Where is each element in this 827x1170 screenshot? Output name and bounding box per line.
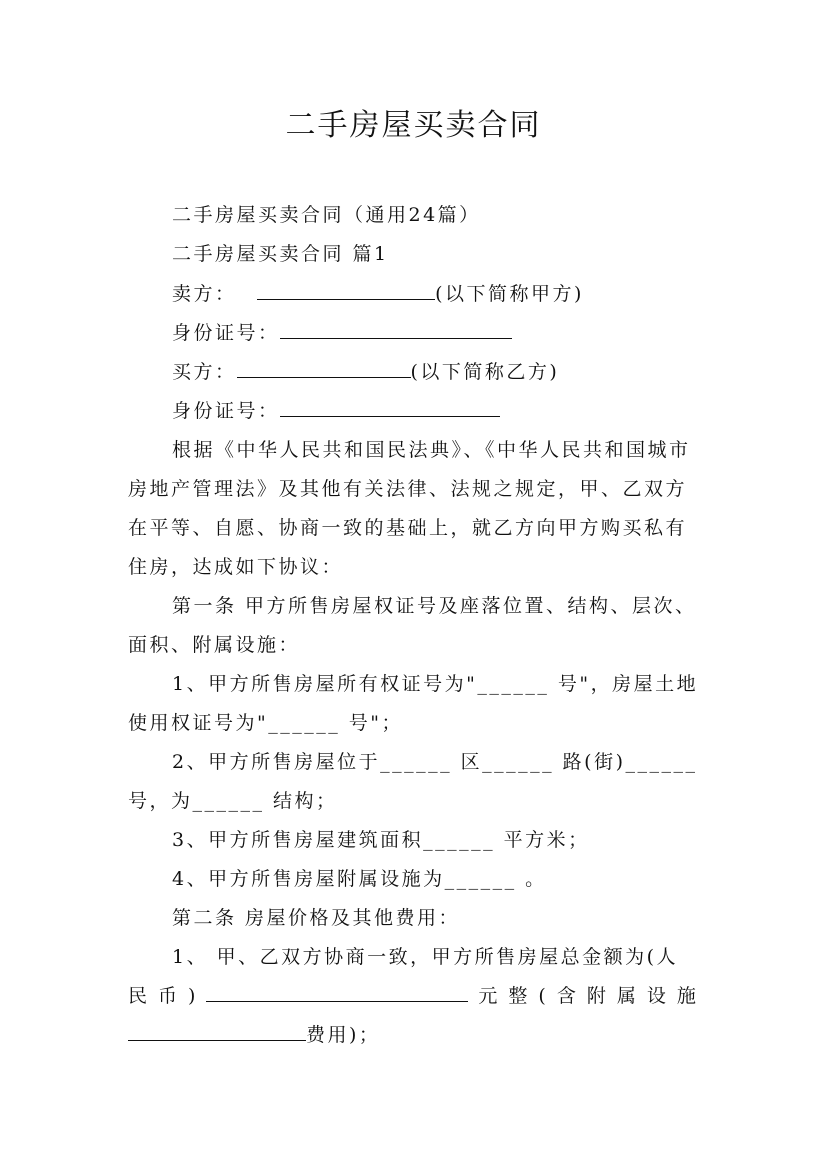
- clause-item: 1、 甲、乙双方协商一致，甲方所售房屋总金额为(人: [172, 946, 679, 968]
- body-line: 房地产管理法》及其他有关法律、法规之规定，甲、乙双方: [128, 478, 688, 500]
- body-line: 住房，达成如下协议：: [128, 556, 344, 578]
- fee-blank: [128, 1022, 306, 1041]
- seller-id-label: 身份证号：: [172, 322, 280, 344]
- seller-id-blank: [280, 320, 512, 339]
- body-line: 号，为______ 结构；: [128, 790, 338, 812]
- price-line: [128, 981, 707, 1008]
- buyer-id-line: [172, 396, 500, 423]
- seller-id-line: [172, 318, 512, 345]
- buyer-id-label: 身份证号：: [172, 400, 280, 422]
- document-subtitle: 二手房屋买卖合同（通用24篇）: [172, 204, 481, 226]
- seller-label: 卖方：: [172, 283, 237, 305]
- buyer-label: 买方：: [172, 361, 237, 383]
- buyer-id-blank: [280, 398, 500, 417]
- buyer-note: (以下简称乙方): [410, 361, 560, 383]
- clause-item: 4、甲方所售房屋附属设施为______ 。: [172, 868, 547, 890]
- body-line: 面积、附属设施：: [128, 634, 301, 656]
- buyer-line: [172, 357, 559, 384]
- section-heading: 二手房屋买卖合同 篇1: [172, 243, 389, 265]
- body-line: 根据《中华人民共和国民法典》、《中华人民共和国城市: [172, 439, 691, 461]
- body-line: 使用权证号为"______ 号"；: [128, 712, 404, 734]
- clause-item: 1、甲方所售房屋所有权证号为"______ 号"，房屋土地: [172, 673, 699, 695]
- fee-line: [128, 1020, 380, 1047]
- price-note: 元整(含附属设施: [478, 985, 707, 1007]
- seller-blank: [257, 281, 435, 300]
- article-heading: 第二条 房屋价格及其他费用：: [172, 907, 461, 929]
- body-line: 在平等、自愿、协商一致的基础上，就乙方向甲方购买私有: [128, 517, 688, 539]
- document-title: 二手房屋买卖合同: [285, 108, 542, 143]
- price-label: 民币): [128, 985, 207, 1007]
- article-heading: 第一条 甲方所售房屋权证号及座落位置、结构、层次、: [172, 595, 697, 617]
- clause-item: 3、甲方所售房屋建筑面积______ 平方米；: [172, 829, 590, 851]
- fee-note: 费用)；: [306, 1024, 381, 1046]
- clause-item: 2、甲方所售房屋位于______ 区______ 路(街)______: [172, 751, 698, 773]
- buyer-blank: [237, 359, 411, 378]
- price-blank: [206, 983, 468, 1002]
- seller-note: (以下简称甲方): [435, 283, 584, 305]
- seller-line: [172, 279, 584, 306]
